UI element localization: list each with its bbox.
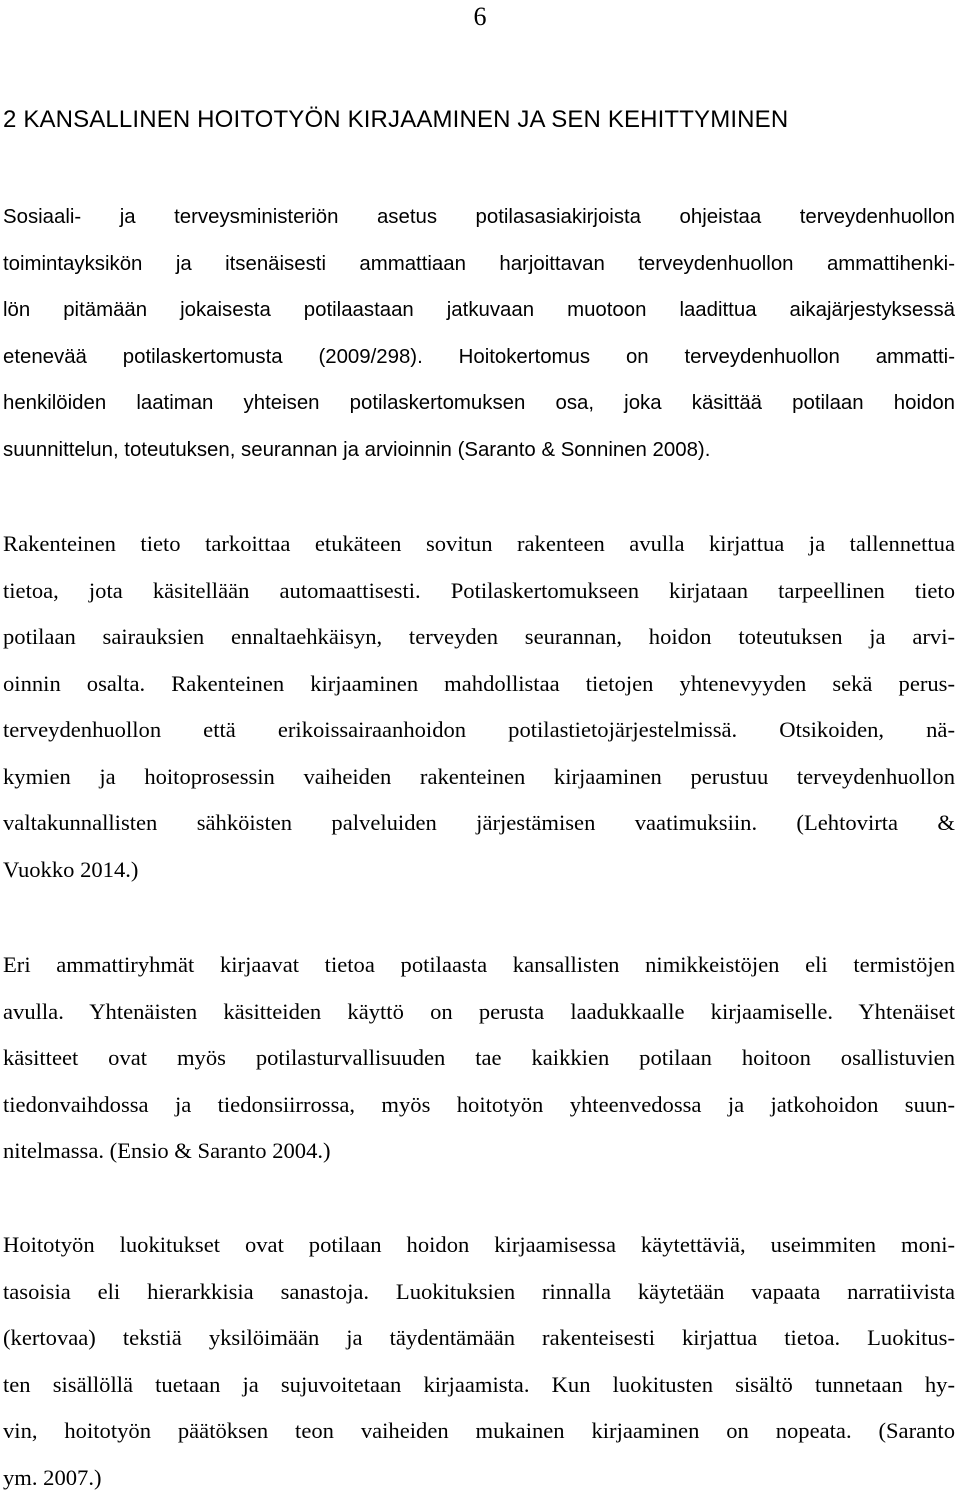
paragraph-line: avulla. Yhtenäisten käsitteiden käyttö on perusta laadukkaalle kirjaamiselle. Yhtenäiset	[3, 989, 955, 1036]
page-number: 6	[0, 2, 960, 32]
paragraph-line: kymien ja hoitoprosessin vaiheiden rakenteinen kirjaaminen perustuu terveydenhuollon	[3, 754, 955, 801]
paragraph-line: tasoisia eli hierarkkisia sanastoja. Luokituksien rinnalla käytetään vapaata narratiivista	[3, 1269, 955, 1316]
paragraph-line: Rakenteinen tieto tarkoittaa etukäteen sovitun rakenteen avulla kirjattua ja tallennettua	[3, 521, 955, 568]
paragraph-3	[3, 942, 955, 1175]
paragraph-line: tiedonvaihdossa ja tiedonsiirrossa, myös hoitotyön yhteenvedossa ja jatkohoidon suun-	[3, 1082, 955, 1129]
paragraph-line: Sosiaali- ja terveysministeriön asetus potilasasiakirjoista ohjeistaa terveydenhuollon	[3, 194, 955, 241]
paragraph-2	[3, 521, 955, 893]
paragraph-line: Hoitotyön luokitukset ovat potilaan hoidon kirjaamisessa käytettäviä, useimmiten moni-	[3, 1222, 955, 1269]
paragraph-line: etenevää potilaskertomusta (2009/298). Hoitokertomus on terveydenhuollon ammatti-	[3, 334, 955, 381]
paragraph-line: lön pitämään jokaisesta potilaastaan jatkuvaan muotoon laadittua aikajärjestyksessä	[3, 287, 955, 334]
paragraph-line: suunnittelun, toteutuksen, seurannan ja arvioinnin (Saranto & Sonninen 2008).	[3, 427, 955, 474]
paragraph-line: Vuokko 2014.)	[3, 847, 955, 894]
paragraph-line: nitelmassa. (Ensio & Saranto 2004.)	[3, 1128, 955, 1175]
paragraph-line: ym. 2007.)	[3, 1455, 955, 1501]
paragraph-line: Eri ammattiryhmät kirjaavat tietoa potilaasta kansallisten nimikkeistöjen eli termistöjen	[3, 942, 955, 989]
chapter-heading: 2 KANSALLINEN HOITOTYÖN KIRJAAMINEN JA SEN KEHITTYMINEN	[3, 104, 788, 136]
paragraph-line: (kertovaa) tekstiä yksilöimään ja täydentämään rakenteisesti kirjattua tietoa. Luokitus-	[3, 1315, 955, 1362]
paragraph-line: potilaan sairauksien ennaltaehkäisyn, terveyden seurannan, hoidon toteutuksen ja arvi-	[3, 614, 955, 661]
paragraph-line: oinnin osalta. Rakenteinen kirjaaminen mahdollistaa tietojen yhtenevyyden sekä perus-	[3, 661, 955, 708]
paragraph-line: henkilöiden laatiman yhteisen potilaskertomuksen osa, joka käsittää potilaan hoidon	[3, 380, 955, 427]
paragraph-4	[3, 1222, 955, 1501]
paragraph-line: vin, hoitotyön päätöksen teon vaiheiden mukainen kirjaaminen on nopeata. (Saranto	[3, 1408, 955, 1455]
paragraph-line: terveydenhuollon että erikoissairaanhoidon potilastietojärjestelmissä. Otsikoiden, nä-	[3, 707, 955, 754]
paragraph-line: käsitteet ovat myös potilasturvallisuuden tae kaikkien potilaan hoitoon osallistuvien	[3, 1035, 955, 1082]
paragraph-1	[3, 194, 955, 473]
paragraph-line: tietoa, jota käsitellään automaattisesti. Potilaskertomukseen kirjataan tarpeellinen tieto	[3, 568, 955, 615]
paragraph-line: valtakunnallisten sähköisten palveluiden järjestämisen vaatimuksiin. (Lehtovirta &	[3, 800, 955, 847]
paragraph-line: toimintayksikön ja itsenäisesti ammattiaan harjoittavan terveydenhuollon ammattihenki-	[3, 241, 955, 288]
paragraph-line: ten sisällöllä tuetaan ja sujuvoitetaan kirjaamista. Kun luokitusten sisältö tunnetaan hy-	[3, 1362, 955, 1409]
